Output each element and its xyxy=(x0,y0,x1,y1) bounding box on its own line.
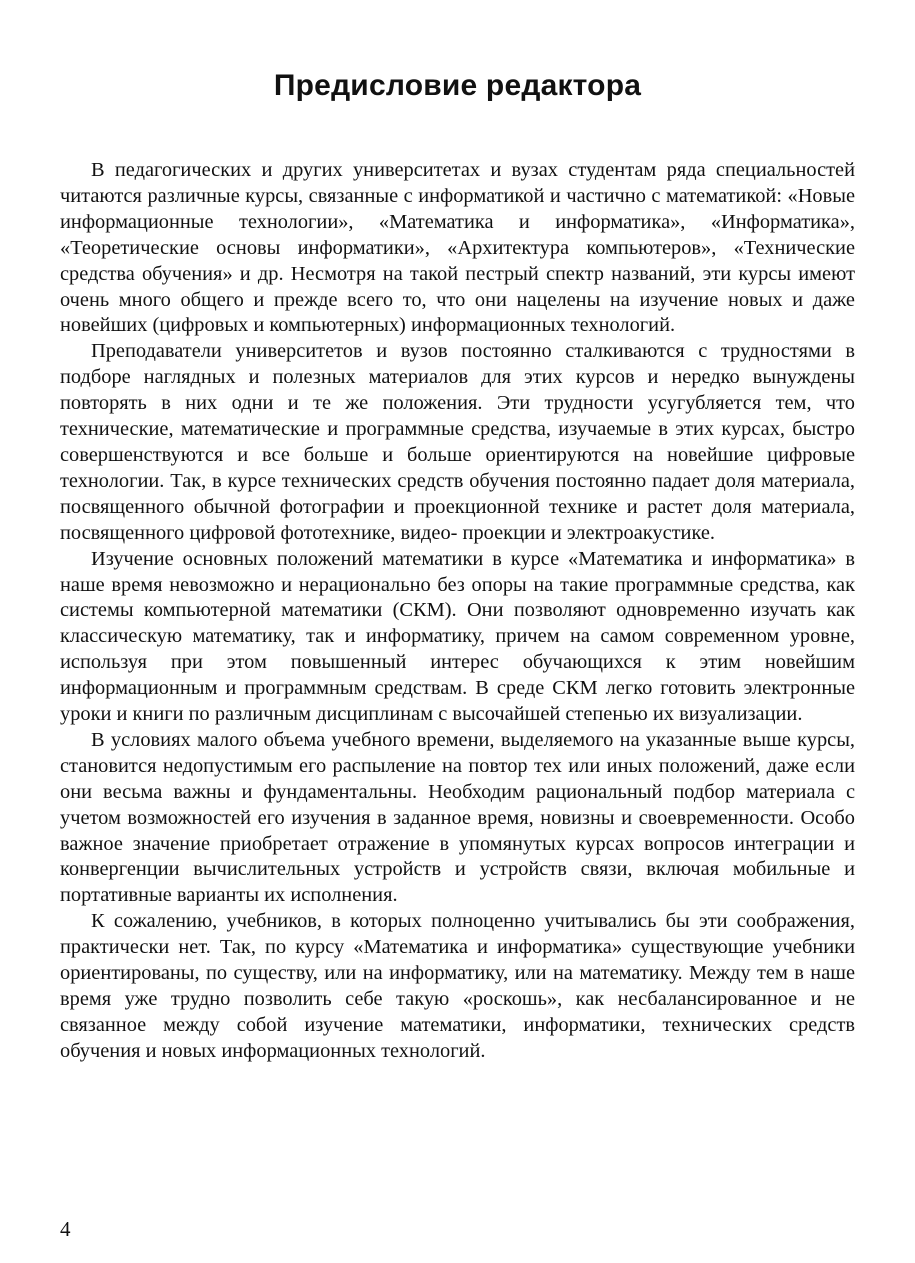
paragraph-3: Изучение основных положений математики в курсе «Математика и информатика» в наше время невозможно и нерационально без опоры на такие программные средства, как системы компьютерной математики (СКМ). Они позволяют одновременно изучать как классическую математику, так и информатику, причем на самом современном уровне, используя при этом повышенный интерес обучающихся к этим новейшим информационным и программным средствам. В среде СКМ легко готовить электронные уроки и книги по различным дисциплинам с высочайшей степенью их визуализации. xyxy=(60,547,855,726)
page-number: 4 xyxy=(60,1217,71,1241)
paragraph-5: К сожалению, учебников, в которых полноценно учитывались бы эти соображения, практически нет. Так, по курсу «Математика и информатика» существующие учебники ориентированы, по существу, или на информатику, или на математику. Между тем в наше время уже трудно позволить себе такую «роскошь», как несбалансированное и не связанное между собой изучение математики, информатики, технических средств обучения и новых информационных технологий. xyxy=(60,910,855,1062)
page-title: Предисловие редактора xyxy=(273,69,642,102)
paragraph-1: В педагогических и других университетах и вузах студентам ряда специальностей читаются различные курсы, связанные с информатикой и частично с математикой: «Новые информационные технологии», «Математика и информатика», «Информатика», «Теоретические основы информатики», «Архитектура компьютеров», «Технические средства обучения» и др. Несмотря на такой пестрый спектр названий, эти курсы имеют очень много общего и прежде всего то, что они нацелены на изучение новых и даже новейших (цифровых и компьютерных) информационных технологий. xyxy=(60,159,855,337)
body-text xyxy=(60,158,855,1065)
paragraph-4: В условиях малого объема учебного времени, выделяемого на указанные выше курсы, становится недопустимым его распыление на повтор тех или иных положений, даже если они весьма важны и фундаментальны. Необходим рациональный подбор материала с учетом возможностей его изучения в заданное время, новизны и своевременности. Особо важное значение приобретает отражение в упомянутых курсах вопросов интеграции и конвергенции вычислительных устройств и устройств связи, включая мобильные и портативные варианты их исполнения. xyxy=(60,728,855,907)
paragraph-2: Преподаватели университетов и вузов постоянно сталкиваются с трудностями в подборе наглядных и полезных материалов для этих курсов и нередко вынуждены повторять в них одни и те же положения. Эти трудности усугубляется тем, что технические, математические и программные средства, изучаемые в этих курсах, быстро совершенствуются и все больше и больше ориентируются на новейшие цифровые технологии. Так, в курсе технических средств обучения постоянно падает доля материала, посвященного обычной фотографии и проекционной технике и растет доля материала, посвященного цифровой фототехнике, видео- проекции и электроакустике. xyxy=(60,340,855,544)
